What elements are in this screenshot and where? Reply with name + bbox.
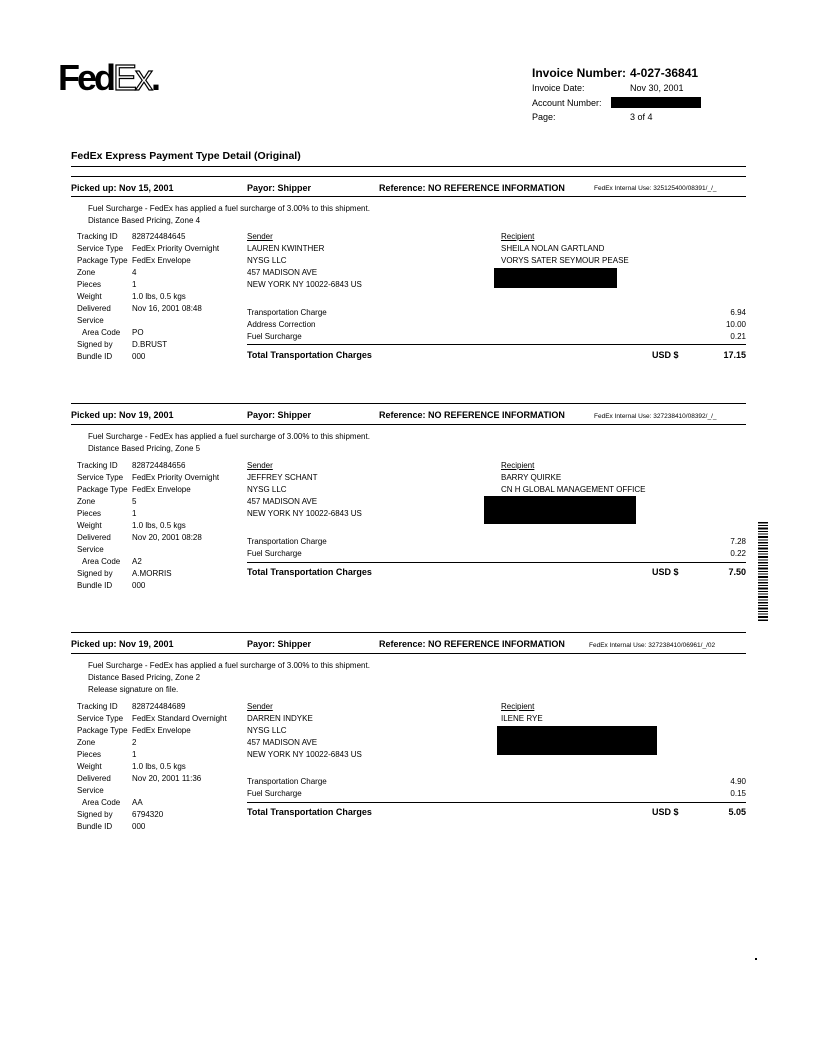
total-amount: 17.15	[723, 350, 746, 360]
currency: USD $	[652, 807, 679, 817]
charge-row	[247, 776, 746, 788]
shipment-3-total-rule	[247, 802, 746, 803]
shipment-1-sender	[247, 231, 362, 291]
recipient-line: SHEILA NOLAN GARTLAND	[501, 244, 605, 253]
detail-key: Weight	[77, 762, 102, 771]
charge-row	[247, 307, 746, 319]
detail-key: Area Code	[82, 328, 121, 337]
shipment-2-total-rule	[247, 562, 746, 563]
detail-value: 6794320	[132, 810, 164, 819]
shipment-2-notes	[88, 431, 370, 455]
note: Fuel Surcharge - FedEx has applied a fuel surcharge of 3.00% to this shipment.	[88, 432, 370, 441]
stray-mark	[755, 958, 757, 960]
recipient-line: CN H GLOBAL MANAGEMENT OFFICE	[501, 485, 646, 494]
detail-key: Delivered	[77, 533, 111, 542]
shipment-1-recipient	[501, 231, 629, 267]
recipient-line: BARRY QUIRKE	[501, 473, 562, 482]
detail-key: Tracking ID	[77, 232, 118, 241]
detail-value: 1	[132, 280, 137, 289]
side-barcode-icon	[758, 522, 768, 622]
shipment-2-header-rule	[71, 424, 746, 425]
shipment-3-internal-use: FedEx Internal Use: 327238410/06961/_/02	[589, 642, 716, 649]
total-amount: 5.05	[728, 807, 746, 817]
charge-label: Transportation Charge	[247, 777, 327, 786]
detail-value: Nov 20, 2001 11:36	[132, 774, 202, 783]
charge-amount: 0.22	[730, 549, 746, 558]
shipment-2-picked-up: Picked up: Nov 19, 2001	[71, 410, 174, 420]
detail-key: Service	[77, 786, 104, 795]
detail-key: Signed by	[77, 569, 113, 578]
shipment-2-reference: Reference: NO REFERENCE INFORMATION	[379, 410, 565, 420]
recipient-line: VORYS SATER SEYMOUR PEASE	[501, 256, 629, 265]
detail-value: 1	[132, 509, 137, 518]
sender-line: NYSG LLC	[247, 256, 287, 265]
shipment-3-sender	[247, 701, 362, 761]
note: Distance Based Pricing, Zone 2	[88, 673, 201, 682]
charge-label: Transportation Charge	[247, 308, 327, 317]
sender-line: 457 MADISON AVE	[247, 497, 318, 506]
sender-line: DARREN INDYKE	[247, 714, 313, 723]
shipment-3-picked-up: Picked up: Nov 19, 2001	[71, 639, 174, 649]
sender-line: NYSG LLC	[247, 485, 287, 494]
total-label: Total Transportation Charges	[247, 807, 372, 817]
detail-key: Bundle ID	[77, 352, 113, 361]
invoice-date-label: Invoice Date:	[532, 83, 585, 93]
detail-key: Package Type	[77, 256, 128, 265]
shipment-1-picked-up: Picked up: Nov 15, 2001	[71, 183, 174, 193]
detail-value: 4	[132, 268, 137, 277]
detail-key: Service	[77, 545, 104, 554]
detail-key: Pieces	[77, 280, 102, 289]
invoice-number-row	[532, 66, 699, 80]
detail-key: Signed by	[77, 340, 113, 349]
sender-line: 457 MADISON AVE	[247, 268, 318, 277]
charge-row	[247, 536, 746, 548]
shipment-3-recipient	[501, 701, 543, 725]
shipment-2-top-rule	[71, 403, 746, 404]
sender-line: NEW YORK NY 10022-6843 US	[247, 509, 362, 518]
logo-dot: .	[151, 57, 159, 98]
detail-value: 000	[132, 352, 146, 361]
invoice-date: Nov 30, 2001	[630, 83, 684, 93]
charge-amount: 10.00	[725, 320, 746, 329]
shipment-3-top-rule	[71, 632, 746, 633]
shipment-3-reference: Reference: NO REFERENCE INFORMATION	[379, 639, 565, 649]
detail-value: FedEx Envelope	[132, 485, 191, 494]
currency: USD $	[652, 350, 679, 360]
shipment-2-payor: Payor: Shipper	[247, 410, 312, 420]
shipment-1-reference: Reference: NO REFERENCE INFORMATION	[379, 183, 565, 193]
detail-value: 828724484689	[132, 702, 186, 711]
note: Distance Based Pricing, Zone 4	[88, 216, 201, 225]
detail-key: Package Type	[77, 485, 128, 494]
title-rule	[71, 166, 746, 167]
shipment-1-top-rule	[71, 176, 746, 177]
account-number-label: Account Number:	[532, 98, 602, 108]
detail-value: A2	[132, 557, 142, 566]
charge-amount: 6.94	[730, 308, 746, 317]
account-number-redaction	[611, 97, 701, 108]
shipment-1-payor: Payor: Shipper	[247, 183, 312, 193]
detail-value: Nov 20, 2001 08:28	[132, 533, 202, 542]
invoice-number-label: Invoice Number:	[532, 66, 627, 80]
note: Fuel Surcharge - FedEx has applied a fuel surcharge of 3.00% to this shipment.	[88, 661, 370, 670]
detail-key: Bundle ID	[77, 822, 113, 831]
detail-value: 828724484645	[132, 232, 186, 241]
charge-row	[247, 319, 746, 331]
detail-key: Delivered	[77, 304, 111, 313]
page-title: FedEx Express Payment Type Detail (Original)	[71, 150, 301, 162]
detail-key: Zone	[77, 497, 96, 506]
charge-amount: 0.21	[730, 332, 746, 341]
detail-key: Tracking ID	[77, 461, 118, 470]
charge-label: Fuel Surcharge	[247, 549, 302, 558]
sender-line: 457 MADISON AVE	[247, 738, 318, 747]
shipment-2-internal-use: FedEx Internal Use: 327238410/08392/_/_	[594, 413, 717, 420]
detail-value: 1.0 lbs, 0.5 kgs	[132, 521, 186, 530]
shipment-1-internal-use: FedEx Internal Use: 325125400/08391/_/_	[594, 185, 717, 192]
shipment-1-total	[247, 350, 746, 360]
logo-ex: Ex	[113, 57, 152, 98]
detail-value: Nov 16, 2001 08:48	[132, 304, 202, 313]
shipment-1-charges	[247, 307, 746, 343]
detail-value: 000	[132, 822, 146, 831]
detail-key: Service	[77, 316, 104, 325]
total-label: Total Transportation Charges	[247, 567, 372, 577]
shipment-3-charges	[247, 776, 746, 800]
detail-value: PO	[132, 328, 144, 337]
sender-line: NEW YORK NY 10022-6843 US	[247, 750, 362, 759]
detail-value: D.BRUST	[132, 340, 168, 349]
detail-value: 000	[132, 581, 146, 590]
charge-row	[247, 788, 746, 800]
detail-key: Pieces	[77, 750, 102, 759]
detail-value: FedEx Envelope	[132, 256, 191, 265]
detail-value: 1	[132, 750, 137, 759]
shipment-3-total	[247, 807, 746, 817]
detail-key: Zone	[77, 738, 96, 747]
shipment-3-recipient-redaction	[497, 726, 657, 755]
charge-label: Fuel Surcharge	[247, 789, 302, 798]
detail-key: Signed by	[77, 810, 113, 819]
shipment-1-recipient-redaction	[494, 268, 617, 288]
shipment-3-payor: Payor: Shipper	[247, 639, 312, 649]
shipment-1-total-rule	[247, 344, 746, 345]
logo-fed: Fed	[58, 57, 114, 98]
currency: USD $	[652, 567, 679, 577]
shipment-2-total	[247, 567, 746, 577]
detail-value: 1.0 lbs, 0.5 kgs	[132, 292, 186, 301]
charge-label: Fuel Surcharge	[247, 332, 302, 341]
sender-line: NYSG LLC	[247, 726, 287, 735]
detail-key: Delivered	[77, 774, 111, 783]
detail-value: FedEx Priority Overnight	[132, 473, 220, 482]
detail-value: 1.0 lbs, 0.5 kgs	[132, 762, 186, 771]
recipient-line: ILENE RYE	[501, 714, 543, 723]
recipient-label: Recipient	[501, 461, 535, 470]
total-amount: 7.50	[728, 567, 746, 577]
shipment-3-notes	[88, 660, 370, 696]
sender-line: NEW YORK NY 10022-6843 US	[247, 280, 362, 289]
detail-value: 2	[132, 738, 137, 747]
detail-value: FedEx Priority Overnight	[132, 244, 220, 253]
page-label: Page:	[532, 112, 556, 122]
charge-label: Transportation Charge	[247, 537, 327, 546]
detail-value: 5	[132, 497, 137, 506]
note: Release signature on file.	[88, 685, 179, 694]
charge-amount: 0.15	[730, 789, 746, 798]
note: Distance Based Pricing, Zone 5	[88, 444, 201, 453]
detail-value: 828724484656	[132, 461, 186, 470]
detail-key: Service Type	[77, 244, 124, 253]
detail-key: Service Type	[77, 714, 124, 723]
charge-amount: 7.28	[730, 537, 746, 546]
note: Fuel Surcharge - FedEx has applied a fuel surcharge of 3.00% to this shipment.	[88, 204, 370, 213]
shipment-2-recipient	[501, 460, 645, 496]
detail-value: A.MORRIS	[132, 569, 172, 578]
detail-value: AA	[132, 798, 143, 807]
total-label: Total Transportation Charges	[247, 350, 372, 360]
page-number: 3 of 4	[630, 112, 653, 122]
detail-key: Weight	[77, 521, 102, 530]
shipment-2-recipient-redaction	[484, 496, 636, 524]
charge-label: Address Correction	[247, 320, 316, 329]
charge-row	[247, 548, 746, 560]
detail-key: Tracking ID	[77, 702, 118, 711]
invoice-number: 4-027-36841	[630, 66, 699, 80]
recipient-label: Recipient	[501, 232, 535, 241]
sender-label: Sender	[247, 232, 273, 241]
sender-label: Sender	[247, 702, 273, 711]
detail-key: Area Code	[82, 557, 121, 566]
recipient-label: Recipient	[501, 702, 535, 711]
detail-value: FedEx Envelope	[132, 726, 191, 735]
detail-key: Service Type	[77, 473, 124, 482]
sender-label: Sender	[247, 461, 273, 470]
sender-line: JEFFREY SCHANT	[247, 473, 318, 482]
charge-amount: 4.90	[730, 777, 746, 786]
shipment-1-header-rule	[71, 196, 746, 197]
shipment-3-header-rule	[71, 653, 746, 654]
detail-key: Area Code	[82, 798, 121, 807]
shipment-1-notes	[88, 203, 370, 227]
detail-value: FedEx Standard Overnight	[132, 714, 227, 723]
detail-key: Package Type	[77, 726, 128, 735]
detail-key: Bundle ID	[77, 581, 113, 590]
shipment-2-sender	[247, 460, 362, 520]
fedex-logo	[58, 58, 158, 98]
shipment-2-charges	[247, 536, 746, 560]
detail-key: Pieces	[77, 509, 102, 518]
detail-key: Weight	[77, 292, 102, 301]
sender-line: LAUREN KWINTHER	[247, 244, 325, 253]
detail-key: Zone	[77, 268, 96, 277]
charge-row	[247, 331, 746, 343]
